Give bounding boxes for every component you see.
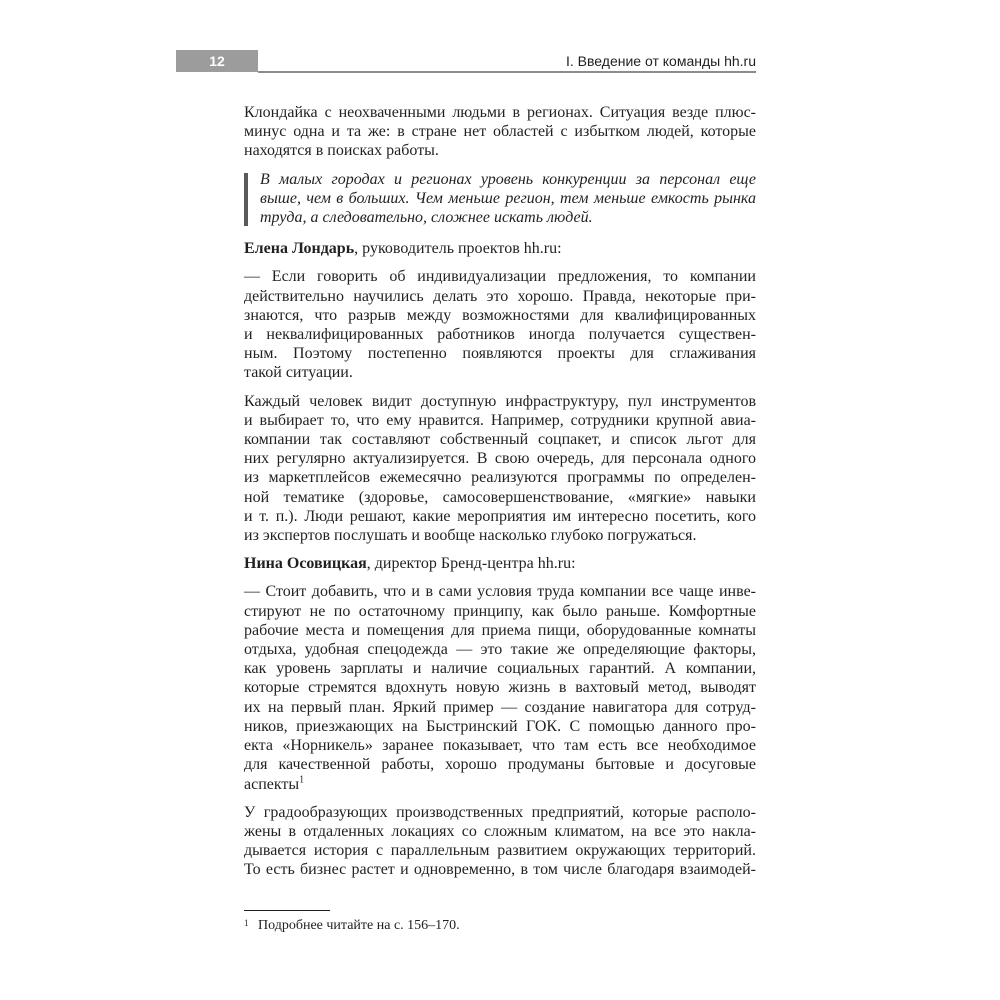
text-line: для качественной работы, хорошо продуманы бытовые и досуговые: [244, 756, 756, 774]
text-line: из маркетплейсов ежемесячно реализуются программы по определен-: [244, 469, 756, 487]
quote-bar: [244, 173, 248, 227]
footnote-mark: 1: [244, 918, 249, 928]
text-line: екта «Норникель» заранее показывает, что там есть все необходимое: [244, 737, 756, 755]
text-line: У градообразующих производственных предприятий, которые располо-: [244, 803, 756, 821]
text-line: и т. п.). Люди решают, какие мероприятия им интересно посетить, кого: [244, 507, 756, 525]
quote-line: В малых городах и регионах уровень конкуренции за персонал еще: [260, 170, 756, 188]
paragraph-5: [244, 803, 756, 880]
body-text: [244, 103, 756, 889]
pull-quote: [244, 170, 756, 228]
paragraph-4: [244, 582, 756, 793]
text-line: жены в отдаленных локациях со сложным климатом, на все это накла-: [244, 822, 756, 840]
quote-line: выше, чем в больших. Чем меньше регион, тем меньше емкость рынка: [260, 189, 756, 207]
text-line: дывается история с параллельным развитием окружающих территорий.: [244, 842, 756, 860]
text-line: из экспертов послушать и вообще насколько глубоко погружаться.: [244, 527, 697, 545]
quote-line: труда, а следовательно, сложнее искать людей.: [260, 209, 593, 227]
paragraph-2: [244, 267, 756, 382]
speaker-name: Елена Лондарь: [244, 240, 355, 258]
text-line: такой ситуации.: [244, 364, 353, 382]
text-line: компании так составляют собственный соцпакет, и список льгот для: [244, 431, 756, 449]
text-line: [244, 775, 756, 794]
text-line: минус одна и та же: в стране нет областей с избытком людей, которые: [244, 123, 756, 141]
text-line: находятся в поисках работы.: [244, 142, 439, 160]
footnote-ref[interactable]: 1: [299, 774, 305, 786]
text-line: знаются, что разрыв между возможностями для квалифицированных: [244, 306, 756, 324]
text-line: Каждый человек видит доступную инфраструктуру, пул инструментов: [244, 392, 756, 410]
speaker-name: Нина Осовицкая: [244, 555, 367, 573]
speaker-nina: [244, 554, 756, 573]
text-line: — Если говорить об индивидуализации предложения, то компании: [244, 268, 756, 286]
text-line: их на первый план. Яркий пример — создание навигатора для сотруд-: [244, 698, 756, 716]
text-line: и выбирает то, что ему нравится. Например, сотрудники крупной авиа-: [244, 411, 756, 429]
paragraph-3: [244, 392, 756, 546]
text-line: ной тематике (здоровье, самосовершенствование, «мягкие» навыки: [244, 488, 756, 506]
text-line: ным. Поэтому постепенно появляются проекты для сглаживания: [244, 345, 756, 363]
text-line: Клондайка с неохваченными людьми в регионах. Ситуация везде плюс-: [244, 104, 756, 121]
text-line: как уровень зарплаты и наличие социальных гарантий. А компании,: [244, 660, 756, 678]
footnote-rule: [244, 910, 330, 911]
text-line: них регулярно актуализируется. В свою очередь, для персонала одного: [244, 450, 756, 468]
text-line: ников, приезжающих на Быстринский ГОК. С помощью данного про-: [244, 717, 756, 735]
text-line: которые стремятся вдохнуть новую жизнь в вахтовый метод, выводят: [244, 679, 756, 697]
text-line: рабочие места и помещения для приема пищи, оборудованные комнаты: [244, 621, 756, 639]
text-line: и неквалифицированных работников иногда получается существен-: [244, 326, 756, 344]
footnote-text: Подробнее читайте на с. 156–170.: [258, 918, 460, 933]
page-number: 12: [176, 50, 258, 72]
text-line: действительно научились делать это хорошо. Правда, некоторые при-: [244, 287, 756, 305]
text-line: стируют не по остаточному принципу, как было раньше. Комфортные: [244, 602, 756, 620]
text-line: То есть бизнес растет и одновременно, в том числе благодаря взаимодей-: [244, 861, 756, 879]
text-fragment: аспекты: [244, 775, 300, 793]
speaker-role: , руководитель проектов hh.ru:: [354, 240, 562, 258]
paragraph-1: [244, 103, 756, 161]
footnote: [244, 917, 756, 935]
speaker-role: , директор Бренд-центра hh.ru:: [366, 555, 576, 573]
page-header: [176, 50, 756, 72]
running-title: I. Введение от команды hh.ru: [566, 53, 756, 69]
text-line: — Стоит добавить, что и в сами условия труда компании все чаще инве-: [244, 583, 756, 601]
text-line: отдыха, удобная спецодежда — это такие же определяющие факторы,: [244, 641, 756, 659]
speaker-elena: [244, 239, 756, 258]
